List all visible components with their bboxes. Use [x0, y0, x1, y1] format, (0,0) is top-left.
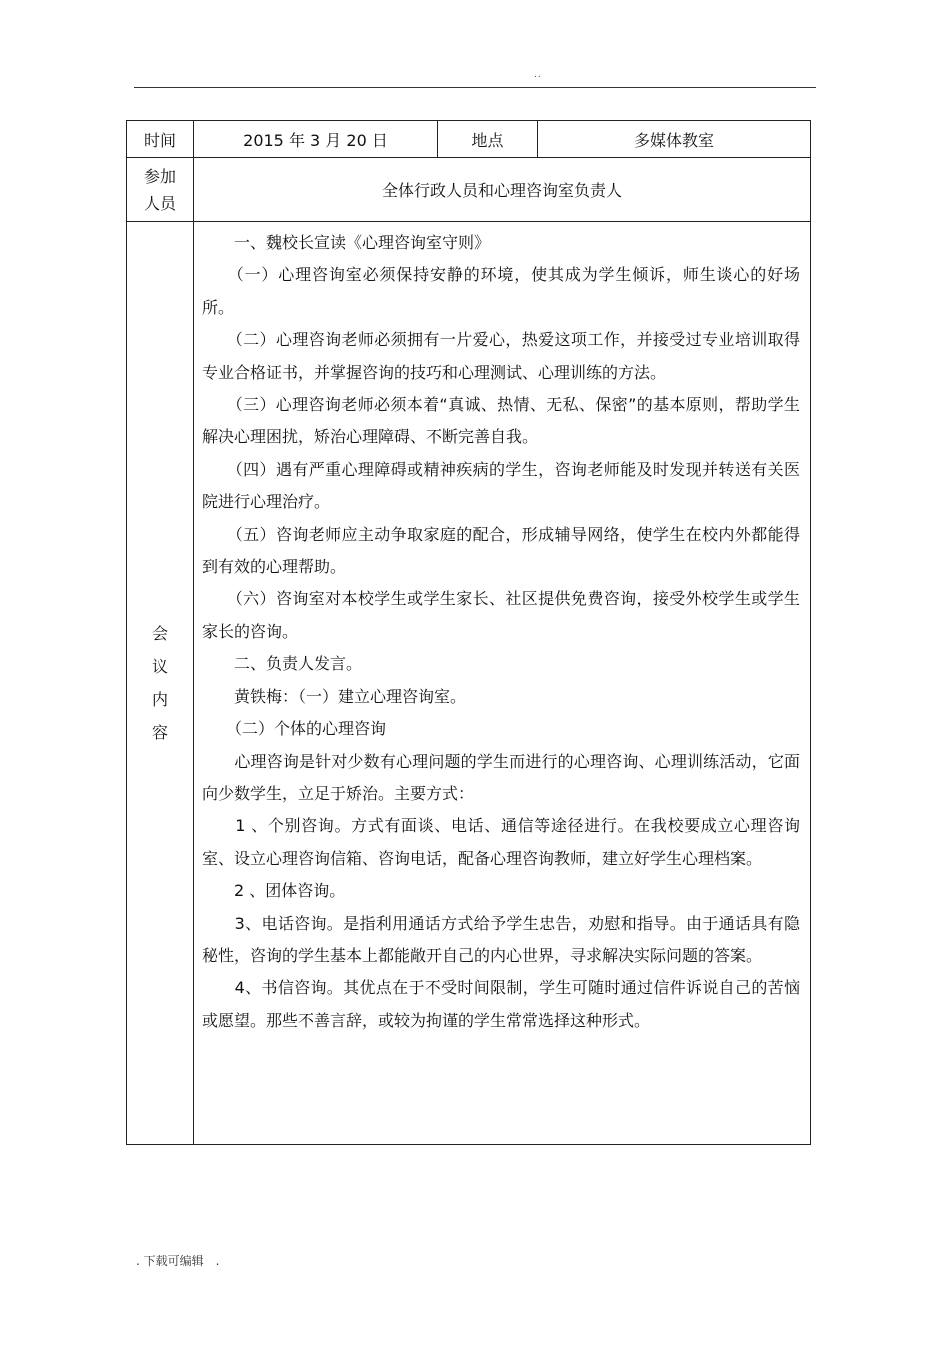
content-row	[127, 222, 811, 1145]
content-label-char: 容	[151, 723, 168, 742]
content-paragraph: （五）咨询老师应主动争取家庭的配合，形成辅导网络，使学生在校内外都能得到有效的心理帮助。	[202, 524, 800, 577]
place-value: 多媒体教室	[538, 121, 811, 158]
content-paragraph: 心理咨询是针对少数有心理问题的学生而进行的心理咨询、心理训练活动，它面向少数学生，立足于矫治。主要方式：	[202, 751, 800, 803]
attendees-label-line2: 人员	[143, 193, 176, 213]
content-label	[127, 222, 194, 1145]
content-paragraph: （二）个体的心理咨询	[202, 719, 387, 739]
header-rule	[134, 87, 816, 88]
attendees-value: 全体行政人员和心理咨询室负责人	[194, 158, 811, 222]
content-paragraph: （三）心理咨询老师必须本着“真诚、热情、无私、保密”的基本原则，帮助学生解决心理困扰，矫治心理障碍、不断完善自我。	[202, 395, 800, 447]
content-paragraph: （四）遇有严重心理障碍或精神疾病的学生，咨询老师能及时发现并转送有关医院进行心理治疗。	[202, 459, 800, 512]
attendees-label	[127, 158, 194, 222]
content-paragraph: 4、书信咨询。其优点在于不受时间限制，学生可随时通过信件诉说自己的苦恼或愿望。那些不善言辞，或较为拘谨的学生常常选择这种形式。	[202, 978, 800, 1030]
content-paragraph: 二、负责人发言。	[202, 654, 363, 674]
time-value: 2015 年 3 月 20 日	[194, 121, 438, 158]
content-paragraph: 2 、团体咨询。	[202, 881, 346, 901]
content-paragraph: （一）心理咨询室必须保持安静的环境，使其成为学生倾诉，师生谈心的好场所。	[202, 265, 800, 317]
time-place-row	[127, 121, 811, 158]
footer-note: . 下载可编辑 .	[136, 1254, 220, 1268]
content-label-char: 议	[151, 657, 168, 676]
attendees-row	[127, 158, 811, 222]
content-label-char: 会	[151, 624, 168, 643]
header-mark: ..	[534, 70, 542, 80]
content-cell	[194, 222, 811, 1145]
meeting-content	[194, 222, 810, 1037]
content-paragraph: （六）咨询室对本校学生或学生家长、社区提供免费咨询，接受外校学生或学生家长的咨询。	[202, 589, 800, 641]
time-label: 时间	[127, 121, 194, 158]
attendees-label-line1: 参加	[143, 166, 176, 186]
content-paragraph: 1 、个别咨询。方式有面谈、电话、通信等途径进行。在我校要成立心理咨询室、设立心理咨询信箱、咨询电话，配备心理咨询教师，建立好学生心理档案。	[202, 816, 800, 868]
meeting-minutes-table	[126, 120, 811, 1145]
content-paragraph: 一、魏校长宣读《心理咨询室守则》	[202, 233, 491, 252]
content-paragraph: 3、电话咨询。是指利用通话方式给予学生忠告，劝慰和指导。由于通话具有隐秘性，咨询的学生基本上都能敞开自己的内心世界，寻求解决实际问题的答案。	[202, 913, 800, 965]
place-label: 地点	[438, 121, 538, 158]
content-paragraph: （二）心理咨询老师必须拥有一片爱心，热爱这项工作，并接受过专业培训取得专业合格证书，并掌握咨询的技巧和心理测试、心理训练的方法。	[202, 330, 800, 382]
content-paragraph: 黄铁梅：（一）建立心理咨询室。	[202, 686, 467, 706]
content-label-char: 内	[151, 690, 168, 709]
